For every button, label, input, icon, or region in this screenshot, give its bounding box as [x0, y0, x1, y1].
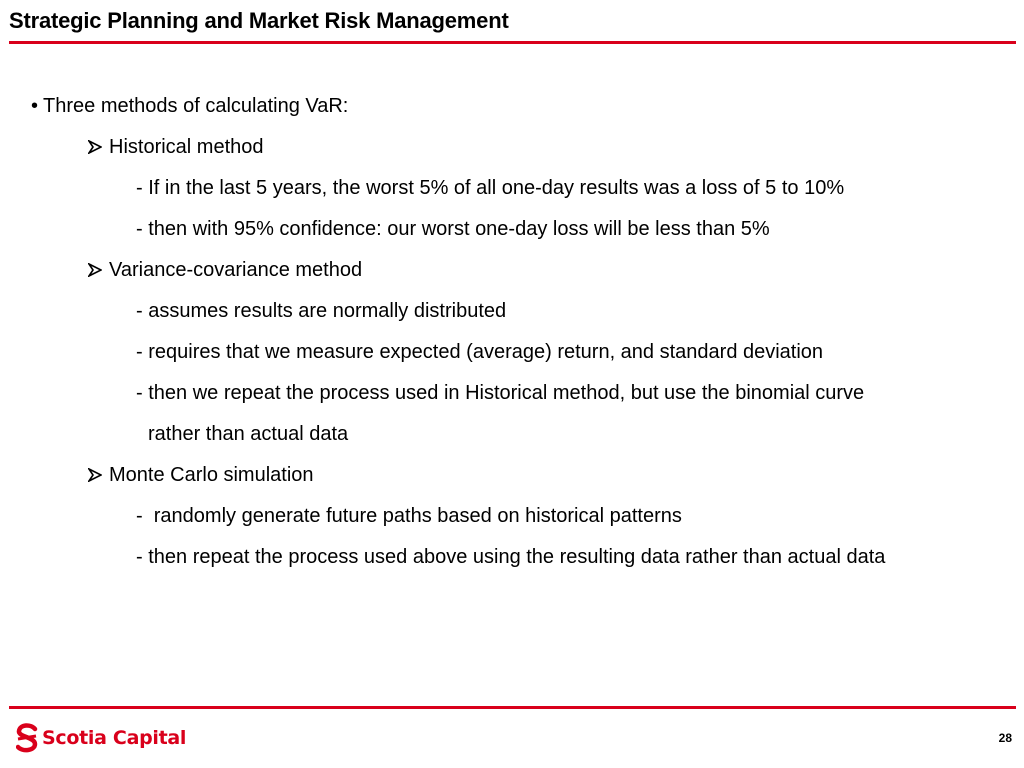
method-detail-line: - assumes results are normally distributed — [136, 300, 507, 322]
intro-text: Three methods of calculating VaR: — [43, 95, 349, 117]
arrow-bullet-icon — [88, 468, 102, 482]
slide-title: Strategic Planning and Market Risk Management — [9, 8, 509, 33]
method-historical — [88, 135, 264, 159]
brand-name: Scotia Capital — [42, 727, 187, 749]
method-detail-line: - then repeat the process used above using the resulting data rather than actual data — [136, 546, 886, 568]
method-name: Monte Carlo simulation — [109, 464, 314, 486]
footer-divider — [9, 706, 1016, 709]
method-detail-continuation: rather than actual data — [148, 423, 349, 445]
intro-bullet — [31, 94, 348, 118]
method-detail-line: - randomly generate future paths based on historical patterns — [136, 505, 682, 527]
method-name: Variance-covariance method — [109, 259, 363, 281]
scotia-s-logo-icon — [16, 723, 38, 753]
method-name: Historical method — [109, 136, 264, 158]
method-detail-line: - requires that we measure expected (average) return, and standard deviation — [136, 341, 824, 363]
page-number: 28 — [998, 731, 1012, 745]
method-detail-line: - If in the last 5 years, the worst 5% of all one-day results was a loss of 5 to 10% — [136, 177, 845, 199]
footer-logo — [16, 722, 186, 754]
arrow-bullet-icon — [88, 263, 102, 277]
method-variance-covariance — [88, 258, 362, 282]
method-detail-line: - then with 95% confidence: our worst one-day loss will be less than 5% — [136, 218, 770, 240]
bullet-dot-icon: • — [31, 95, 39, 117]
arrow-bullet-icon — [88, 140, 102, 154]
method-detail-line: - then we repeat the process used in Historical method, but use the binomial curve — [136, 382, 865, 404]
method-monte-carlo — [88, 463, 314, 487]
